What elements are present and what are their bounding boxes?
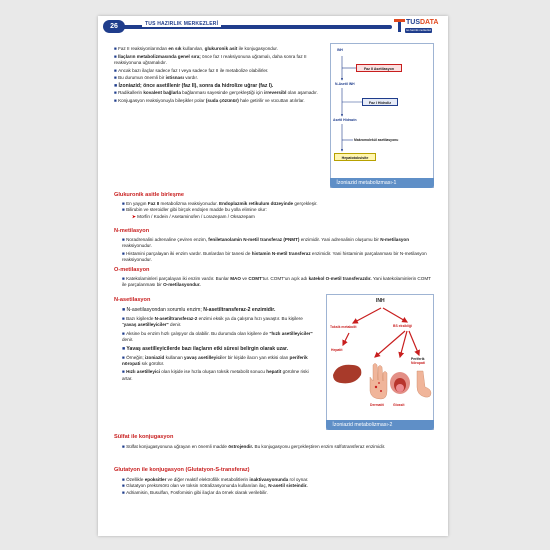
list-item: ■ N-asetilasyondan sorumlu enzim; N-asetiltransferaz-2 enzimidir. xyxy=(122,307,276,313)
ometil-list xyxy=(122,276,434,289)
figure-izoniazid-1 xyxy=(330,43,434,188)
figure1-nasetil: N-Asetil INH xyxy=(335,82,355,86)
header-title: TUS HAZIRLIK MERKEZLERİ xyxy=(142,21,221,27)
list-item: ■ Adriamisin, Busulfan, Fosfomisin gibi ilaçlar da örnek olarak verilebilir. xyxy=(122,489,268,495)
periferik-label: Periferik xyxy=(411,357,425,361)
list-item: ■ En yaygın Faz II metabolizma reaksiyonudur. Endoplazmik retikulum düzeyinde gerçekleşir. xyxy=(122,201,318,206)
section-title-nmetil: N-metilasyon xyxy=(114,228,150,234)
list-item: ■ İzoniazid; önce asetillenir (faz II), sonra da hidrolize uğrar (faz I). xyxy=(114,82,274,89)
figure1-makromol: Makromolekül asetilasyonu xyxy=(354,138,399,142)
figure2-dermatit: Dermatit xyxy=(370,403,384,407)
list-item: ■ Örneğin; izoniazid kullanan yavaş asetilleyiciler bir kişide ilacın yan etkisi olan periferik nöropati sık görülür. xyxy=(122,354,308,367)
section-title-glutatyon: Glutatyon ile konjugasyon (Glutatyon-S-transferaz) xyxy=(114,467,250,473)
list-item: ■ Özellikle epoksitler ve diğer reaktif elektrofilik metabolitlerin inaktivasyonunda rol oynar. xyxy=(122,477,309,482)
list-item: ■ Faz II reaksiyonlarından en sık kullanılan, glukuronik asit ile konjugasyondur. xyxy=(114,46,278,51)
list-item: ■ Radikallerin kovalent bağlarla bağlanması sayesinde gerçekleştiği için irreversibl olan aşamadır. xyxy=(114,90,318,96)
figure1-asetilhid: Asetil Hidrazin xyxy=(333,118,357,122)
figure2-inh: INH xyxy=(376,298,385,304)
page-header xyxy=(98,16,448,40)
hepato-box: Hepatotoksisite xyxy=(334,153,376,161)
figure1-caption: İzoniazid metabolizması-1 xyxy=(330,178,433,188)
list-item: ■ Aksine bu enzim hızlı çalışıyor da olabilir. Bu durumda olan kişilere de "hızlı asetilleyiciler" denir. xyxy=(122,330,313,343)
figure2-bs: BS xyxy=(393,324,398,328)
book-page xyxy=(98,16,448,536)
logo-accent: DATA xyxy=(420,19,439,26)
logo-text xyxy=(406,19,438,26)
list-item: ■ Sülfat konjugasyonuna uğrayan en önemli madde östrojendir. Bu konjugasyonu gerçekleştiren enzim sülfotransferaz enzimidir. xyxy=(122,444,386,449)
figure2-periferik xyxy=(411,357,425,366)
list-item: ■ Hızlı asetilleyici olan kişide ise hızla oluşan toksik metabolit sonucu hepatit görülme riski artar. xyxy=(122,369,309,381)
hand-icon xyxy=(370,364,387,400)
section-title-glukuronik: Glukuronik asitle birleşme xyxy=(114,192,184,198)
foot-icon xyxy=(417,371,431,397)
sulfat-list xyxy=(122,444,434,450)
section-title-nasetil: N-asetilasyon xyxy=(114,297,151,303)
list-item: ■ Bilirubin ve steroidler gibi birçok endojen madde bu yolla elimine olur: xyxy=(122,207,267,213)
section-title-sulfat: Sülfat ile konjugasyon xyxy=(114,434,174,440)
list-item: ■ Katekolaminleri parçalayan iki enzim vardır. Bunlar MAO ve COMT'tur. COMT'un açık adı katekol O-metil transferazdır. Yani katekolaminlerin COMT ile parçalanması bir O-metilasyondur. xyxy=(122,276,431,288)
list-item: ■ Ancak bazı ilaçlar sadece faz I veya sadece faz II ile metabolize olabilirler. xyxy=(114,67,269,73)
logo-mark-icon xyxy=(394,19,405,32)
list-item: ■ Konjugasyon reaksiyonuyla bileşikler polar (suda çözünür) hale getirilir ve vücuttan atılırlar. xyxy=(114,97,305,103)
list-item: ■ Histamini parçalayan iki enzim vardır. Bunlardan bir tanesi de histamin N-metil transferaz enzimidir. Yani histaminin parçalanması bir N-metilasyon reaksiyonudur. xyxy=(122,250,427,263)
nmetil-list xyxy=(122,237,434,264)
figure-izoniazid-2 xyxy=(326,294,434,430)
liver-icon xyxy=(333,365,361,384)
section-title-ometil: O-metilasyon xyxy=(114,267,150,273)
logo-subtitle: tus hazırlık merkezleri xyxy=(406,29,432,32)
figure1-inh: INH xyxy=(337,48,343,52)
faz2-box: Faz II Asetilasyon xyxy=(356,64,402,72)
page-number: 26 xyxy=(103,20,125,33)
noropati-label: Nöropati xyxy=(411,361,425,366)
tusdata-logo xyxy=(394,18,438,37)
figure2-caption: İzoniazid metabolizması-2 xyxy=(326,420,433,430)
figure2-glossit: Glossit xyxy=(393,403,405,407)
glukuronik-list xyxy=(122,201,434,220)
list-item: ■ Bazı kişilerde N-asetiltransferaz-2 enzimi eksik ya da çalışma hızı yavaştır. Bu kişilere "yavaş asetilleyiciler" denir. xyxy=(122,316,303,328)
faz1-box: Faz I Hidroliz xyxy=(362,98,398,106)
list-item: ■ İlaçların metabolizmasında genel sıra; önce faz I reaksiyonuna uğramalı, daha sonra faz II reaksiyonuna uğramalıdır. xyxy=(114,53,307,65)
figure2-eksikligi: eksikliği xyxy=(398,324,413,328)
glutatyon-list xyxy=(122,477,434,496)
figure2-hepatit: Hepatit xyxy=(331,348,343,352)
list-item: ■ Glutatyon prekürsörü olan ve toksin nötralizasyonunda kullanılan ilaç, N-asetil sisteindir. xyxy=(122,483,308,489)
logo-main: TUS xyxy=(406,19,420,26)
figure2-b6 xyxy=(393,324,412,328)
intro-bullets xyxy=(114,46,322,104)
list-item: ■ Bu durumun önemli bir istisnası vardır. xyxy=(114,75,198,81)
list-item: ➤ Morfin / Kodein / Asetaminofen / Lorazepam / Oksazepam xyxy=(132,213,255,219)
list-item: ■ Yavaş asetilleyicilerde bazı ilaçların etki süresi belirgin olarak uzar. xyxy=(122,345,289,352)
figure2-toksik: Toksik metabolit xyxy=(330,325,357,329)
list-item: ■ Noradrenalini adrenaline çeviren enzim, feniletanolamin N-metil transferaz (PNMT) enzimidir. Yani adrenalinin oluşumu bir N-metilasyon reaksiyonudur. xyxy=(122,237,410,249)
nasetil-list xyxy=(122,307,318,382)
